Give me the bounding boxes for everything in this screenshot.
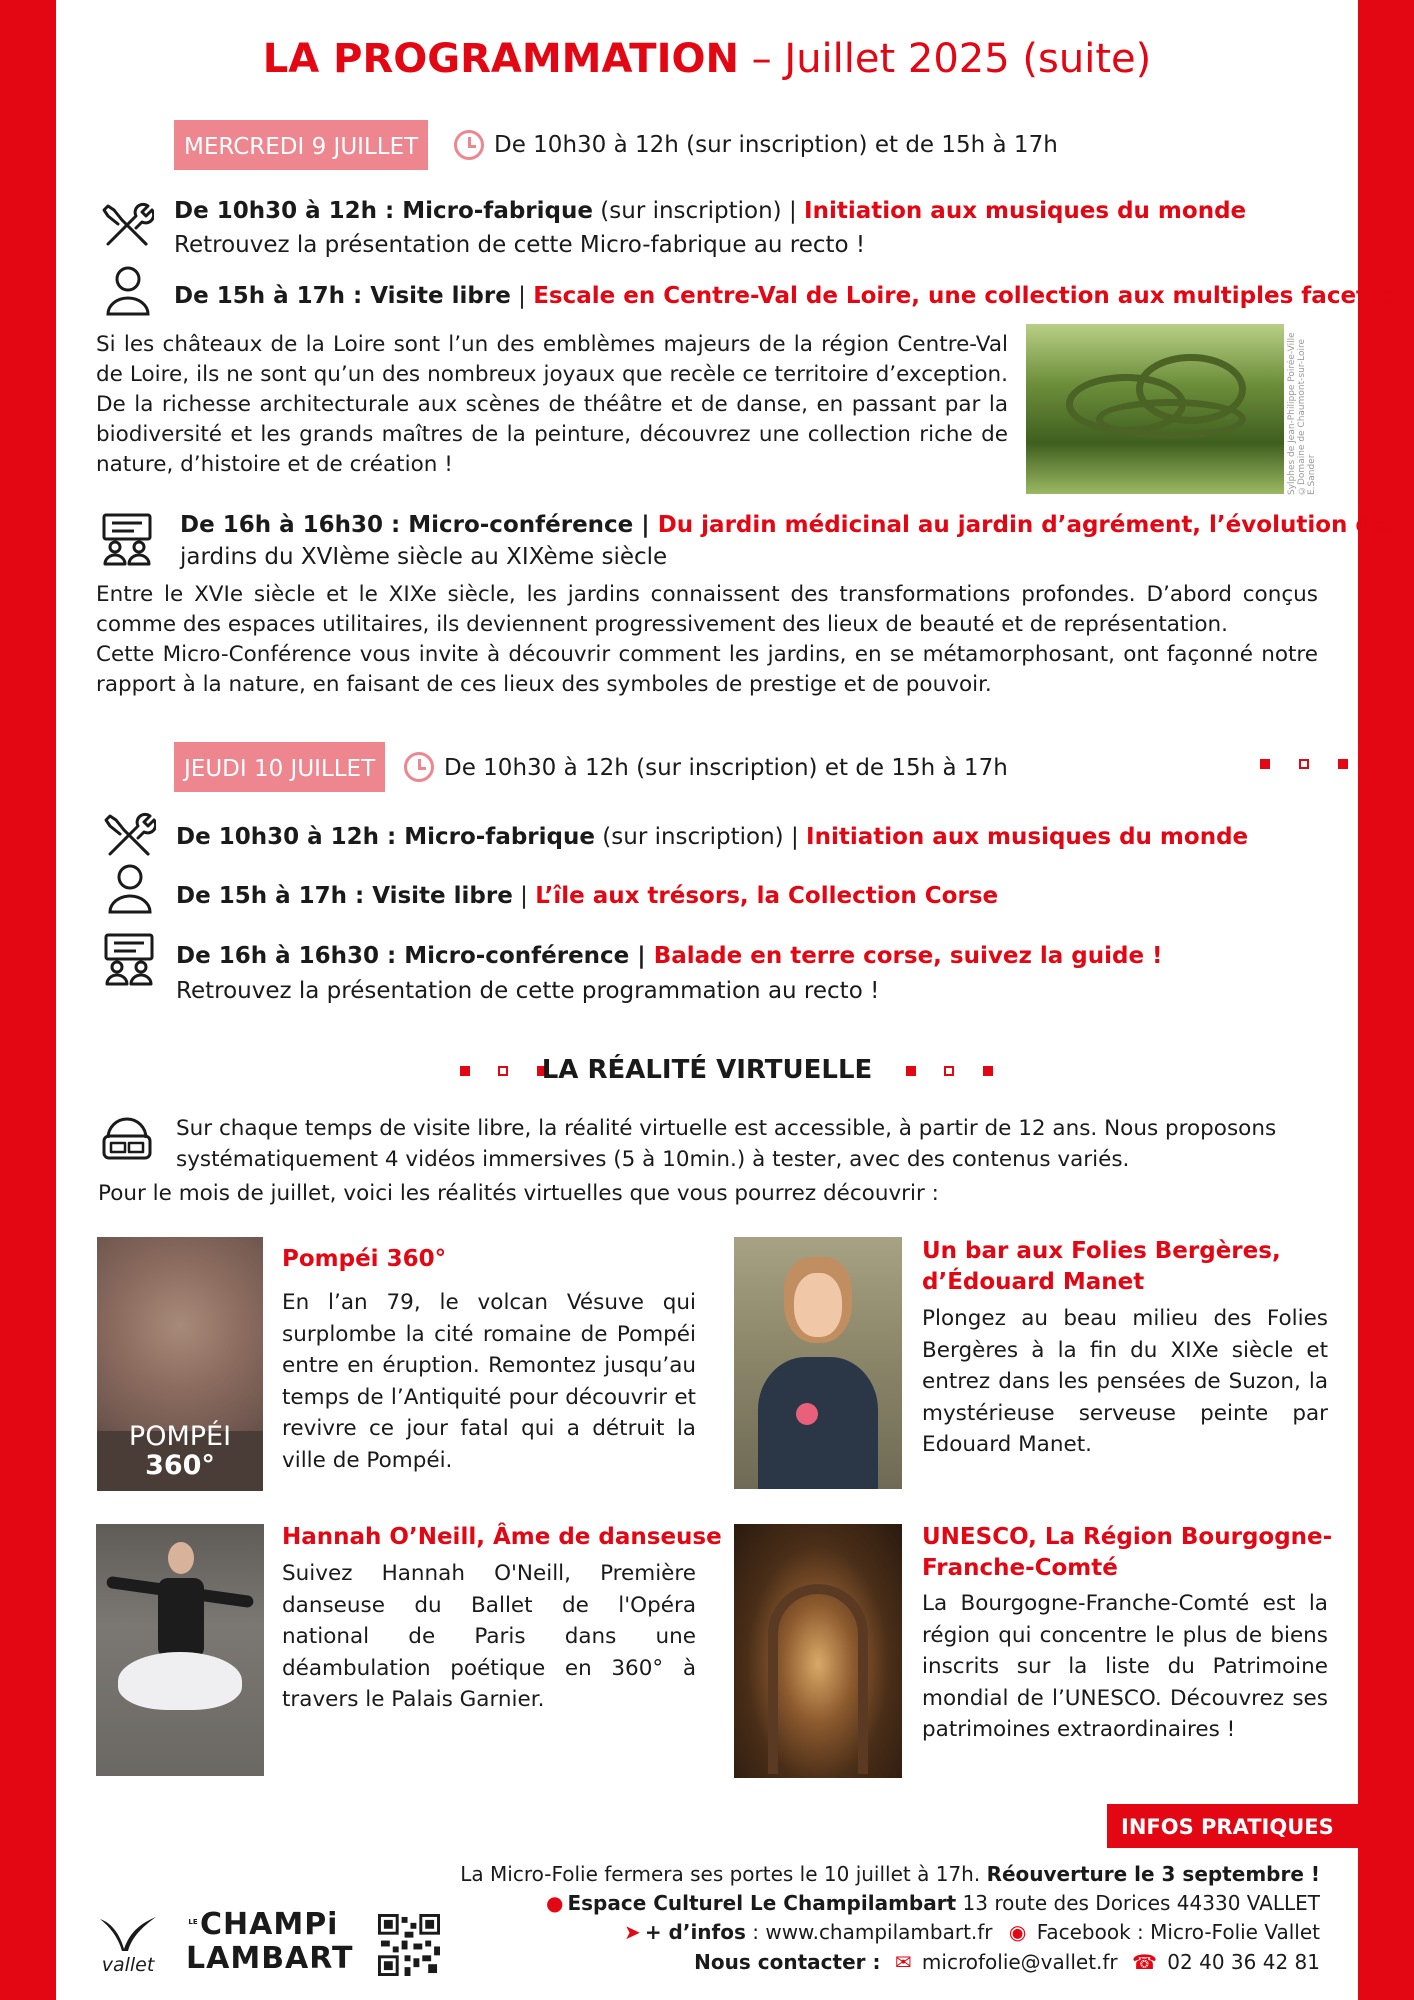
unesco-thumbnail bbox=[734, 1524, 902, 1778]
day2-conf-sub: Retrouvez la présentation de cette programmation au recto ! bbox=[176, 978, 880, 1004]
day1-conf-line: De 16h à 16h30 : Micro-conférence | Du jardin médicinal au jardin d’agrément, l’évolution des bbox=[180, 512, 1402, 538]
email-link[interactable]: microfolie@vallet.fr bbox=[915, 1950, 1118, 1974]
cursor-icon: ➤ bbox=[624, 1920, 641, 1944]
day1-conf-line-2: jardins du XVIème siècle au XIXème siècle bbox=[180, 544, 668, 570]
facebook-icon: ◉ bbox=[1008, 1920, 1027, 1944]
qr-code-icon[interactable] bbox=[378, 1914, 440, 1976]
dancer-thumbnail bbox=[96, 1524, 264, 1776]
day1-fabrique-sub: Retrouvez la présentation de cette Micro-fabrique au recto ! bbox=[174, 232, 866, 258]
conference-icon bbox=[100, 512, 154, 566]
venue-line: ● Espace Culturel Le Champilambart 13 route des Dorices 44330 VALLET bbox=[546, 1891, 1320, 1915]
card-title-unesco: UNESCO, La Région Bourgogne- Franche-Comté bbox=[922, 1524, 1333, 1581]
closing-note: La Micro-Folie fermera ses portes le 10 juillet à 17h. Réouverture le 3 septembre ! bbox=[460, 1862, 1320, 1886]
day1-fabrique-line: De 10h30 à 12h : Micro-fabrique (sur inscription) | Initiation aux musiques du monde bbox=[174, 198, 1247, 224]
vr-intro-3: Pour le mois de juillet, voici les réalités virtuelles que vous pourrez découvrir : bbox=[98, 1181, 939, 1206]
vallet-bird-logo-icon bbox=[98, 1913, 158, 1953]
garden-photo bbox=[1026, 324, 1284, 494]
vr-intro-2: systématiquement 4 vidéos immersives (5 à 10min.) à tester, avec des contenus variés. bbox=[176, 1147, 1130, 1172]
person-icon bbox=[104, 862, 158, 916]
card-text-manet: Plongez au beau milieu des Folies Bergères à la fin du XIXe siècle et entrez dans les pensées de Suzon, la mystérieuse serveuse peinte par Edouard Manet. bbox=[922, 1306, 1328, 1458]
card-text-unesco: La Bourgogne-Franche-Comté est la région qui concentre le plus de biens inscrits sur la liste du Patrimoine mondial de l’UNESCO. Découvrez ses patrimoines extraordinaires ! bbox=[922, 1591, 1328, 1743]
day2-visite-line: De 15h à 17h : Visite libre | L’île aux trésors, la Collection Corse bbox=[176, 883, 999, 909]
day1-conf-text-1: Entre le XVIe siècle et le XIXe siècle, les jardins connaissent des transformations profondes. D’abord conçus comme des espaces utilitaires, ils deviennent progressivement des lieux de beauté et de représentation. bbox=[96, 582, 1318, 637]
phone-icon: ☎ bbox=[1132, 1950, 1157, 1974]
day1-conf-text-2: Cette Micro-Conférence vous invite à découvrir comment les jardins, en se métamorphosant, ont façonné notre rapport à la nature, en faisant de ces lieux des symboles de prestige et de pouvoir. bbox=[96, 642, 1318, 697]
day1-visite-line: De 15h à 17h : Visite libre | Escale en Centre-Val de Loire, une collection aux multiples facettes bbox=[174, 283, 1408, 309]
tools-icon bbox=[102, 808, 156, 862]
clock-icon bbox=[404, 752, 434, 782]
phone-number[interactable]: 02 40 36 42 81 bbox=[1160, 1950, 1320, 1974]
day2-hours: De 10h30 à 12h (sur inscription) et de 15h à 17h bbox=[444, 755, 1008, 781]
card-title-pompei: Pompéi 360° bbox=[282, 1246, 447, 1272]
mail-icon: ✉ bbox=[894, 1950, 912, 1974]
card-title-manet: Un bar aux Folies Bergères, d’Édouard Manet bbox=[922, 1238, 1281, 1295]
facebook-link[interactable]: Facebook : Micro-Folie Vallet bbox=[1030, 1920, 1320, 1944]
decor-square bbox=[983, 1066, 993, 1076]
day2-fabrique-line: De 10h30 à 12h : Micro-fabrique (sur inscription) | Initiation aux musiques du monde bbox=[176, 824, 1249, 850]
day1-hours: De 10h30 à 12h (sur inscription) et de 15h à 17h bbox=[494, 132, 1058, 158]
day-badge-thursday: JEUDI 10 JUILLET bbox=[174, 742, 385, 792]
decor-square bbox=[1299, 759, 1309, 769]
infos-pratiques-badge: INFOS PRATIQUES bbox=[1107, 1804, 1358, 1848]
pompei-thumbnail: POMPÉI 360° bbox=[97, 1237, 263, 1491]
vr-headset-icon bbox=[100, 1114, 154, 1168]
vallet-logo-text: vallet bbox=[101, 1954, 155, 1976]
photo-credit: Sylphes de Jean-Philippe Poirée-Ville ©Domaine de Chaumont-sur-Loire E.Sander bbox=[1287, 332, 1317, 495]
card-text-dancer: Suivez Hannah O'Neill, Première danseuse du Ballet de l'Opéra national de Paris dans une déambulation poétique en 360° à travers le Palais Garnier. bbox=[282, 1561, 696, 1713]
decor-square bbox=[1260, 759, 1270, 769]
person-icon bbox=[102, 264, 156, 318]
card-text-pompei: En l’an 79, le volcan Vésuve qui surplombe la cité romaine de Pompéi entre en éruption. Remontez jusqu’au temps de l’Antiquité pour découvrir et revivre ce jour fatal qui a détruit la ville de Pompéi. bbox=[282, 1290, 696, 1473]
vr-intro-1: Sur chaque temps de visite libre, la réalité virtuelle est accessible, à partir de 12 ans. Nous proposons bbox=[176, 1116, 1277, 1141]
decor-square bbox=[944, 1066, 954, 1076]
decor-square bbox=[1338, 759, 1348, 769]
website-link[interactable]: : www.champilambart.fr bbox=[745, 1920, 993, 1944]
day-badge-wednesday: MERCREDI 9 JUILLET bbox=[174, 120, 428, 170]
champilambart-logo-line2: LAMBART bbox=[186, 1941, 354, 1976]
vr-section-title: LA RÉALITÉ VIRTUELLE bbox=[541, 1055, 873, 1085]
champilambart-logo-prefix: LE bbox=[188, 1918, 198, 1926]
contact-line: Nous contacter : ✉ microfolie@vallet.fr ☎ 02 40 36 42 81 bbox=[694, 1950, 1320, 1974]
location-pin-icon: ● bbox=[546, 1891, 564, 1915]
page-title: LA PROGRAMMATION – Juillet 2025 (suite) bbox=[262, 36, 1152, 82]
day2-conf-line: De 16h à 16h30 : Micro-conférence | Balade en terre corse, suivez la guide ! bbox=[176, 943, 1163, 969]
conference-icon bbox=[102, 932, 156, 986]
clock-icon bbox=[454, 130, 484, 160]
tools-icon bbox=[100, 198, 154, 252]
manet-painting-thumbnail bbox=[734, 1237, 902, 1489]
web-facebook-line: ➤ + d’infos : www.champilambart.fr ◉ Facebook : Micro-Folie Vallet bbox=[624, 1920, 1320, 1944]
card-title-dancer: Hannah O’Neill, Âme de danseuse bbox=[282, 1524, 722, 1550]
day1-visite-text: Si les châteaux de la Loire sont l’un des emblèmes majeurs de la région Centre-Val de Loire, ils ne sont qu’un des nombreux joyaux que recèle ce territoire d’exception. De la richesse architecturale aux scènes de théâtre et de danse, en passant par la biodiversité et les grands maîtres de la peinture, découvrez une collection riche de nature, d’histoire et de création ! bbox=[96, 332, 1008, 477]
left-red-band bbox=[0, 0, 56, 2000]
champilambart-logo-line1: CHAMPi bbox=[200, 1907, 339, 1942]
decor-square bbox=[906, 1066, 916, 1076]
